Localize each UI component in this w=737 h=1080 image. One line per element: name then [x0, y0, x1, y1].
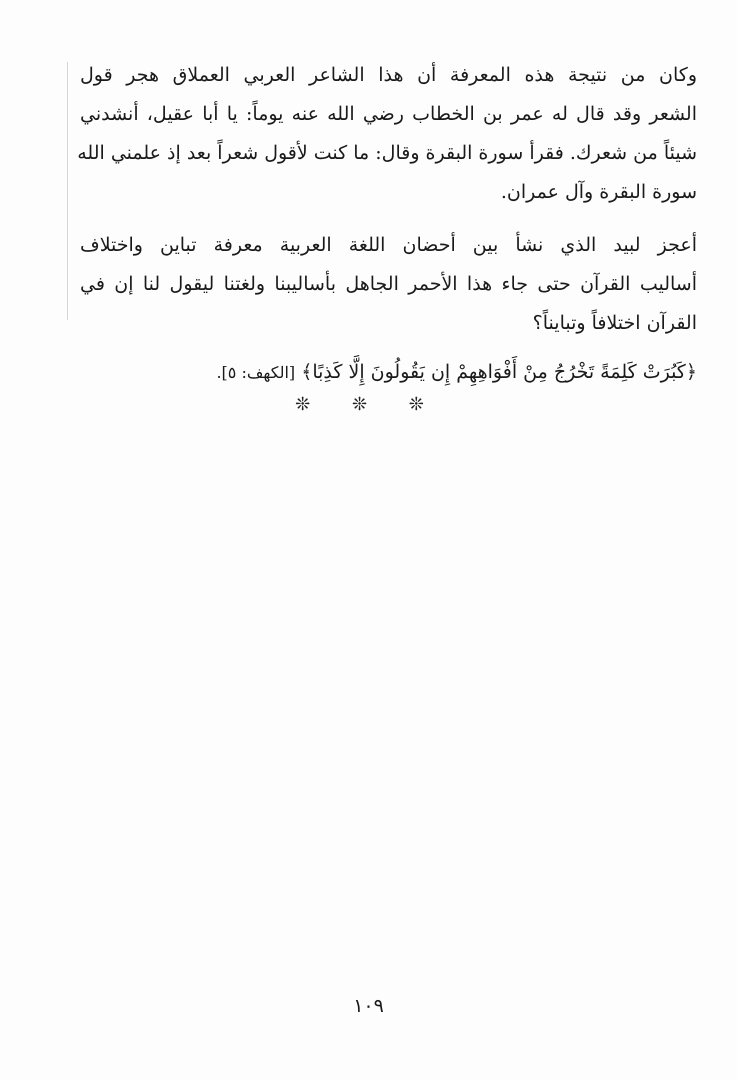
text-line: وكان من نتيجة هذه المعرفة أن هذا الشاعر العربي العملاق هجر قول	[80, 64, 697, 86]
paragraph-1	[77, 56, 697, 212]
page-number: ١٠٩	[353, 995, 384, 1017]
paragraph-2	[80, 226, 697, 343]
text-line: أعجز لبيد الذي نشأ بين أحضان اللغة العربية معرفة تباين واختلاف	[80, 234, 697, 256]
text-line: الشعر وقد قال له عمر بن الخطاب رضي الله عنه يوماً: يا أبا عقيل، أنشدني	[80, 103, 697, 125]
main-text	[77, 56, 697, 392]
text-line: شيئاً من شعرك. فقرأ سورة البقرة وقال: ما كنت لأقول شعراً بعد إذ علمني الله	[77, 142, 697, 164]
quran-verse: ﴿كَبُرَتْ كَلِمَةً تَخْرُجُ مِنْ أَفْوَاهِهِمْ إِن يَقُولُونَ إِلَّا كَذِبًا﴾	[301, 361, 697, 383]
text-line: أساليب القرآن حتى جاء هذا الأحمر الجاهل بأساليبنا ولغتنا ليقول لنا إن في	[80, 273, 697, 295]
quran-quote	[80, 353, 697, 392]
margin-rule	[67, 62, 68, 320]
text-line: سورة البقرة وآل عمران.	[500, 181, 697, 203]
quran-reference: [الكهف: ٥].	[216, 363, 296, 382]
section-separator: ❊ ❊ ❊	[295, 394, 442, 415]
text-line: القرآن اختلافاً وتبايناً؟	[532, 312, 697, 334]
